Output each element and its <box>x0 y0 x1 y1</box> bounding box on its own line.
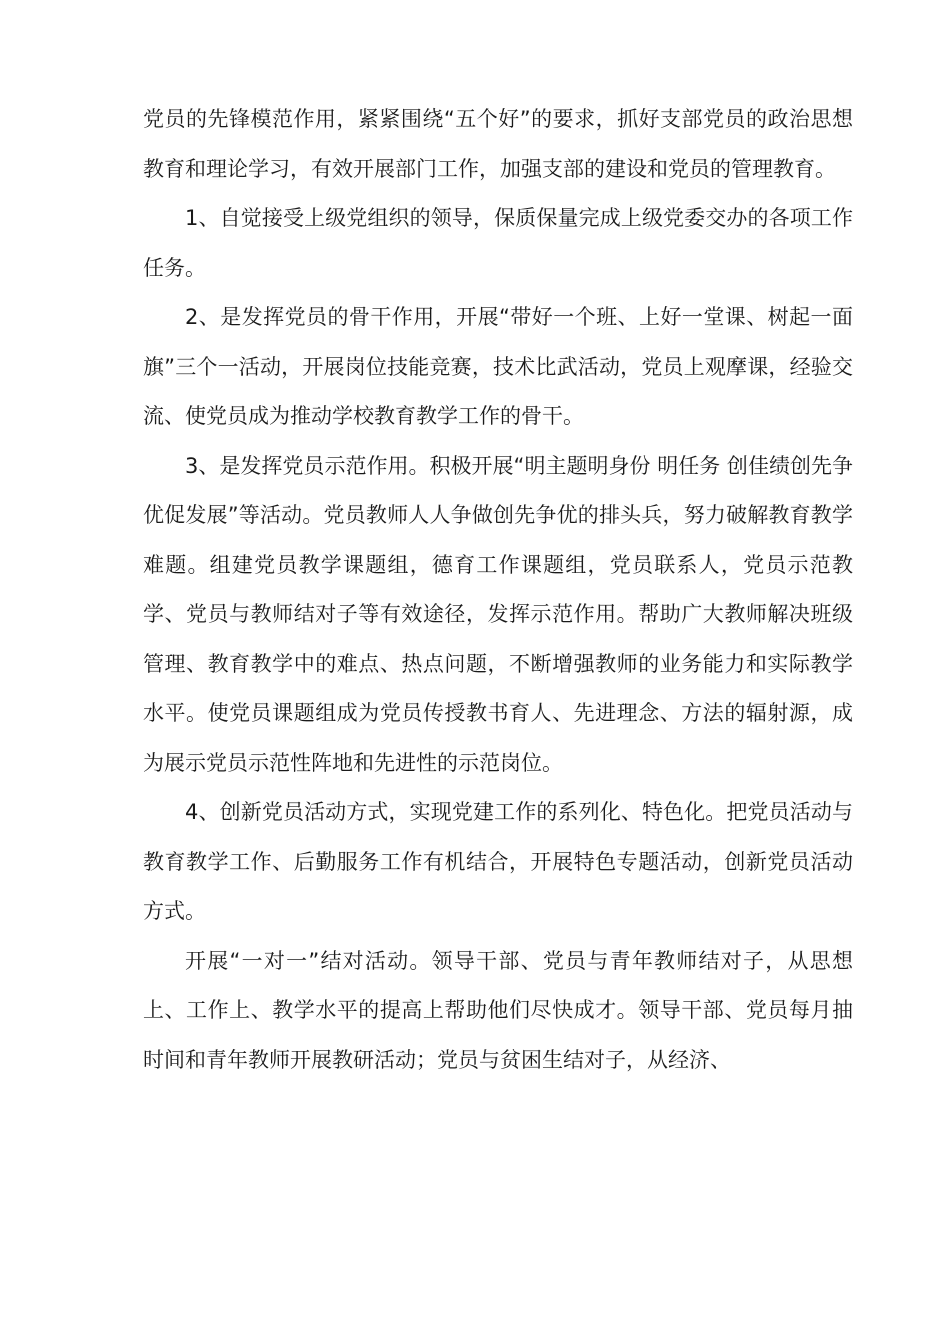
paragraph-3: 2、是发挥党员的骨干作用，开展“带好一个班、上好一堂课、树起一面旗”三个一活动，开展岗位技能竞赛，技术比武活动，党员上观摩课，经验交流、使党员成为推动学校教育教学工作的骨干。 <box>143 305 853 428</box>
paragraph-5: 4、创新党员活动方式，实现党建工作的系列化、特色化。把党员活动与教育教学工作、后勤服务工作有机结合，开展特色专题活动，创新党员活动方式。 <box>143 800 853 923</box>
document-body <box>143 95 853 1085</box>
paragraph-4: 3、是发挥党员示范作用。积极开展“明主题明身份 明任务 创佳绩创先争优促发展”等活动。党员教师人人争做创先争优的排头兵，努力破解教育教学难题。组建党员教学课题组，德育工作课题组，党员联系人，党员示范教学、党员与教师结对子等有效途径，发挥示范作用。帮助广大教师解决班级管理、教育教学中的难点、热点问题，不断增强教师的业务能力和实际教学水平。使党员课题组成为党员传授教书育人、先进理念、方法的辐射源，成为展示党员示范性阵地和先进性的示范岗位。 <box>143 453 853 775</box>
paragraph-1: 党员的先锋模范作用，紧紧围绕“五个好”的要求，抓好支部党员的政治思想教育和理论学习，有效开展部门工作，加强支部的建设和党员的管理教育。 <box>143 107 853 181</box>
paragraph-6: 开展“一对一”结对活动。领导干部、党员与青年教师结对子，从思想上、工作上、教学水平的提高上帮助他们尽快成才。领导干部、党员每月抽时间和青年教师开展教研活动；党员与贫困生结对子，从经济、 <box>143 948 853 1072</box>
paragraph-2: 1、自觉接受上级党组织的领导，保质保量完成上级党委交办的各项工作任务。 <box>143 206 853 280</box>
